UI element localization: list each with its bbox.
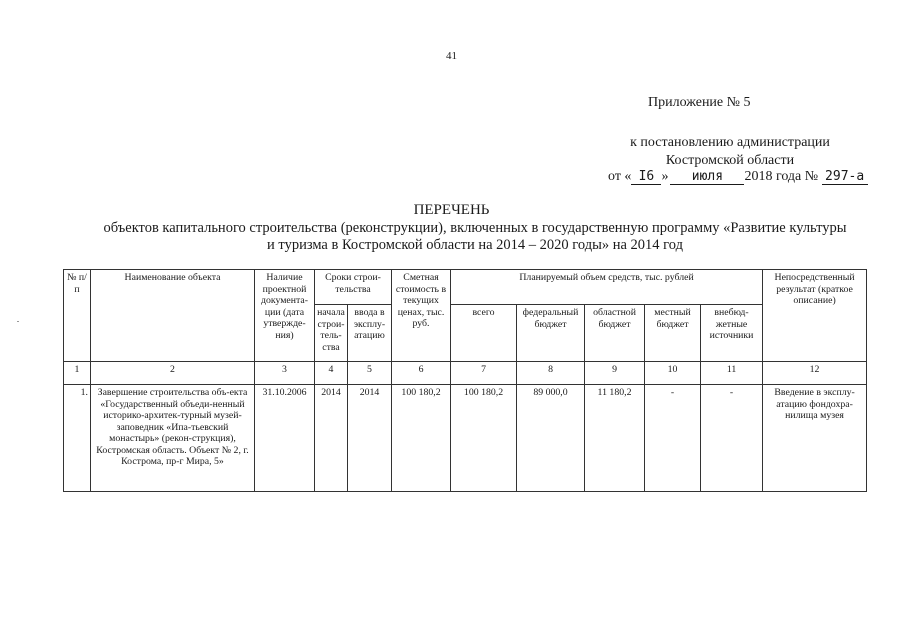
- decree-number: 297-а: [822, 170, 868, 185]
- header-regional: областной бюджет: [585, 305, 645, 362]
- header-terms: Сроки строи-тельства: [315, 270, 392, 305]
- page-number: 41: [446, 50, 457, 62]
- column-number: 1: [64, 362, 91, 385]
- objects-table: [63, 269, 867, 492]
- row-commission-year: 2014: [348, 385, 392, 492]
- header-commission: ввода в эксплу-атацию: [348, 305, 392, 362]
- decree-month: июля: [670, 170, 744, 185]
- header-name: Наименование объекта: [91, 270, 255, 362]
- column-number-row: [64, 362, 867, 385]
- row-extra: -: [701, 385, 763, 492]
- decree-year: 2018 года №: [744, 169, 819, 184]
- date-mid: »: [661, 169, 669, 184]
- column-number: 6: [392, 362, 451, 385]
- decree-day: I6: [631, 170, 661, 185]
- column-number: 8: [517, 362, 585, 385]
- header-local: местный бюджет: [645, 305, 701, 362]
- row-cost: 100 180,2: [392, 385, 451, 492]
- column-number: 9: [585, 362, 645, 385]
- row-result: Введение в эксплу-атацию фондохра-нилища музея: [763, 385, 867, 492]
- row-object-name: Завершение строительства объ-екта «Государственный объеди-ненный историко-архитек-турный музей-заповедник «Ипа-тьевский монастырь» (рекон-струкция), Костромская область. Объект № 2, г. Кострома, пр-г Мира, 5»: [91, 385, 255, 492]
- header-planned: Планируемый объем средств, тыс. рублей: [451, 270, 763, 305]
- column-number: 11: [701, 362, 763, 385]
- decree-date: [608, 169, 868, 185]
- header-federal: федеральный бюджет: [517, 305, 585, 362]
- row-docs-date: 31.10.2006: [255, 385, 315, 492]
- document-title: ПЕРЕЧЕНЬ: [413, 202, 490, 218]
- row-start-year: 2014: [315, 385, 348, 492]
- decree-reference: [602, 134, 858, 170]
- row-federal: 89 000,0: [517, 385, 585, 492]
- column-number: 4: [315, 362, 348, 385]
- column-number: 2: [91, 362, 255, 385]
- header-result: Непосредственный результат (краткое описание): [763, 270, 867, 362]
- row-regional: 11 180,2: [585, 385, 645, 492]
- header-cost: Сметная стоимость в текущих ценах, тыс. руб.: [392, 270, 451, 362]
- header-row-1: [64, 270, 867, 305]
- row-local: -: [645, 385, 701, 492]
- table-row: [64, 385, 867, 492]
- column-number: 10: [645, 362, 701, 385]
- column-number: 5: [348, 362, 392, 385]
- header-num: № п/п: [64, 270, 91, 362]
- header-start: начала строи-тель-ства: [315, 305, 348, 362]
- row-total: 100 180,2: [451, 385, 517, 492]
- document-subtitle: объектов капитального строительства (реконструкции), включенных в государственную программу «Развитие культуры и туризма в Костромской области на 2014 – 2020 годы» на 2014 год: [103, 220, 847, 253]
- appendix-label: Приложение № 5: [648, 95, 751, 110]
- column-number: 3: [255, 362, 315, 385]
- header-extra: внебюд-жетные источники: [701, 305, 763, 362]
- scan-speck: [17, 321, 19, 322]
- column-number: 12: [763, 362, 867, 385]
- date-prefix: от «: [608, 169, 632, 184]
- column-number: 7: [451, 362, 517, 385]
- header-total: всего: [451, 305, 517, 362]
- decree-line-2: Костромской области: [665, 153, 795, 168]
- decree-line-1: к постановлению администрации: [630, 135, 830, 150]
- header-docs: Наличие проектной документа-ции (дата утвержде-ния): [255, 270, 315, 362]
- row-num: 1.: [64, 385, 91, 492]
